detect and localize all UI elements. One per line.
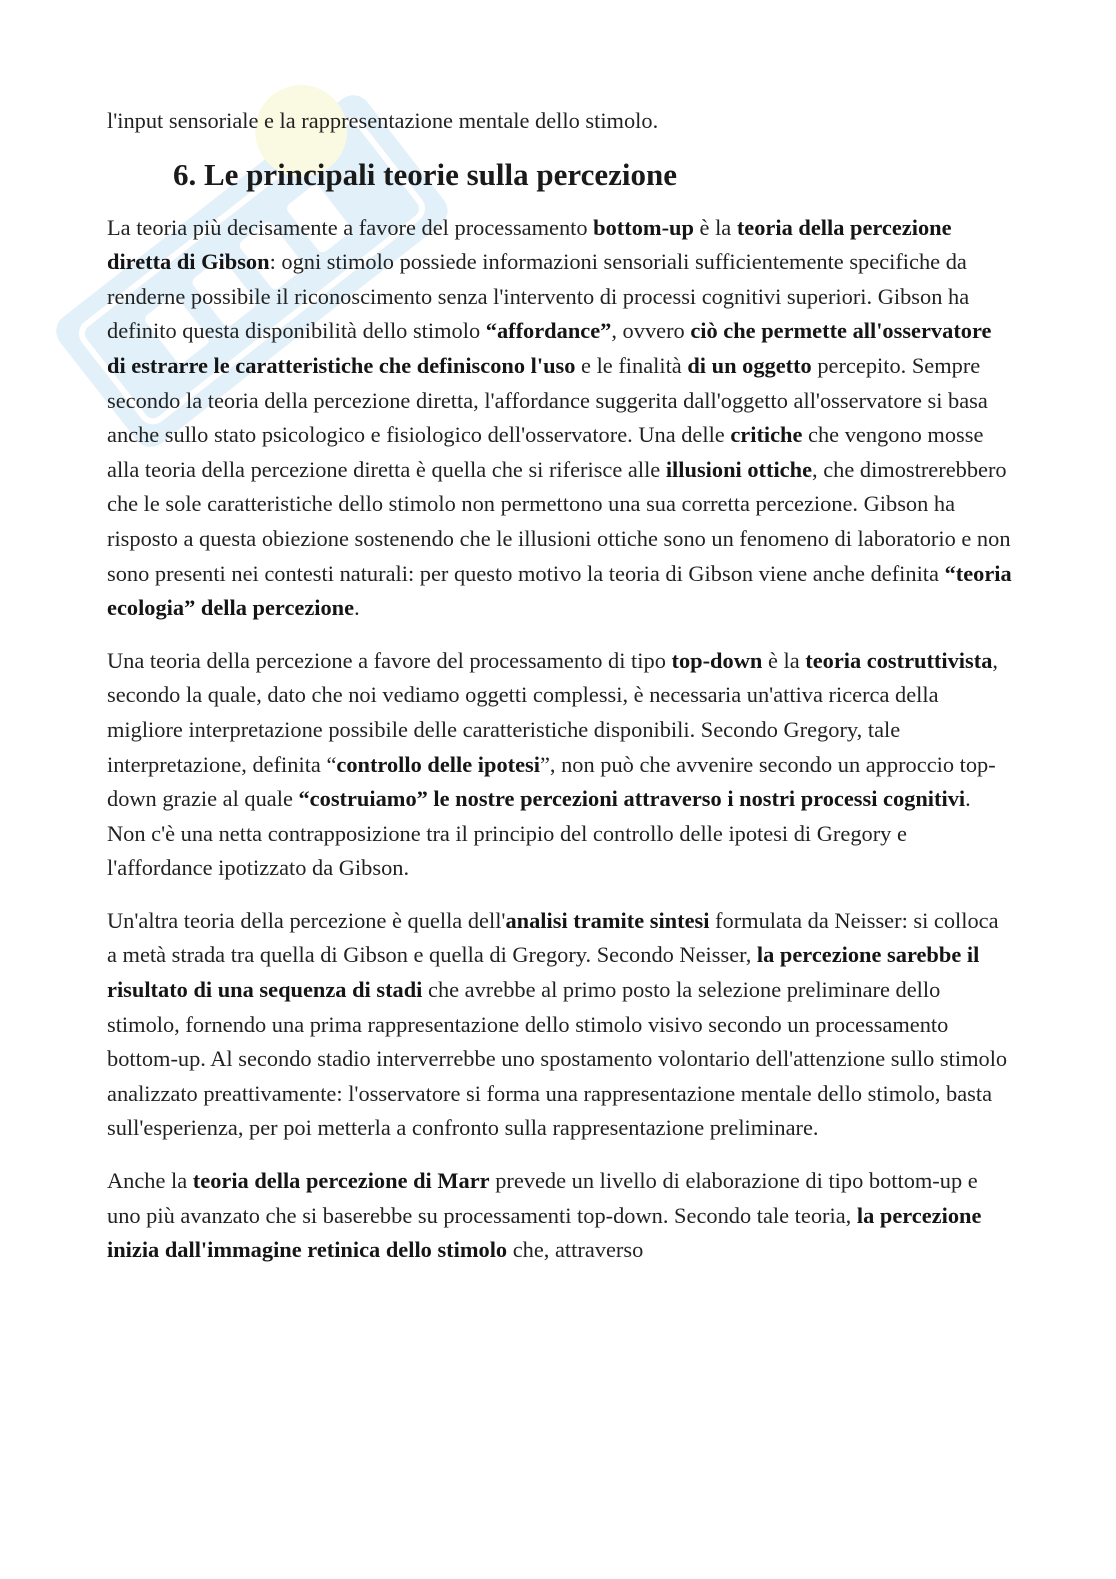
paragraph-marr <box>107 1164 1012 1268</box>
paragraph-gibson <box>107 211 1012 626</box>
paragraph-costruttivista <box>107 644 1012 886</box>
text-run: che vengono mosse alla teoria della percezione diretta è quella che si riferisce alle <box>107 422 984 482</box>
bold-run: “affordance” <box>485 318 612 344</box>
text-run: , che dimostrerebbero che le sole caratteristiche dello stimolo non permettono una sua corretta percezione. Gibson ha risposto a questa obiezione sostenendo che le illusioni ottiche sono un fenomeno di laboratorio e non sono presenti nei contesti naturali: per questo motivo la teoria di Gibson viene anche definita <box>107 456 1011 586</box>
section-heading: 6. Le principali teorie sulla percezione <box>173 156 677 192</box>
bold-run: di un oggetto <box>687 352 812 378</box>
bold-run: la percezione sarebbe il risultato di una sequenza di stadi <box>107 942 980 1003</box>
text-run: : ogni stimolo possiede informazioni sensoriali sufficientemente specifiche da renderne possibile il riconoscimento senza l'intervento di processi cognitivi superiori. Gibson ha definito questa disponibilità dello stimolo <box>107 249 970 344</box>
bold-run: “costruiamo” le nostre percezioni attraverso i nostri processi cognitivi <box>298 786 966 812</box>
paragraph-neisser <box>107 904 1012 1146</box>
bold-run: teoria della percezione diretta di Gibson <box>107 214 952 275</box>
text-run: formulata da Neisser: si colloca a metà strada tra quella di Gibson e quella di Gregory. Secondo Neisser, <box>107 907 999 968</box>
bold-run: controllo delle ipotesi <box>336 751 540 777</box>
text-run: Anche la <box>107 1168 193 1194</box>
bold-run: teoria della percezione di Marr <box>192 1168 490 1194</box>
bold-run: illusioni ottiche <box>665 456 813 482</box>
text-run: percepito. Sempre secondo la teoria della percezione diretta, l'affordance suggerita dall'oggetto all'osservatore si basa anche sullo stato psicologico e fisiologico dell'osservatore. Una delle <box>107 352 988 448</box>
bold-run: critiche <box>730 422 803 448</box>
bold-run: teoria costruttivista <box>805 647 993 673</box>
text-run: e le finalità <box>575 352 688 378</box>
text-run: Una teoria della percezione a favore del processamento di tipo <box>107 647 672 673</box>
bold-run: la percezione inizia dall'immagine retinica dello stimolo <box>107 1202 982 1263</box>
text-run: che, attraverso <box>507 1237 644 1263</box>
text-run: Un'altra teoria della percezione è quella dell' <box>107 907 506 933</box>
bold-run: analisi tramite sintesi <box>505 907 710 933</box>
document-page <box>107 104 1012 1286</box>
text-run: , secondo la quale, dato che noi vediamo oggetti complessi, è necessaria un'attiva ricerca della migliore interpretazione possibile delle caratteristiche disponibili. Secondo Gregory, tale interpretazione, definita “ <box>107 647 998 777</box>
text-run: . <box>354 595 360 621</box>
bold-run: “teoria ecologia” della percezione <box>107 560 1012 621</box>
bold-run: bottom-up <box>593 214 694 240</box>
text-run: ”, non può che avvenire secondo un approccio top-down grazie al quale <box>107 751 996 812</box>
text-run: è la <box>762 647 806 673</box>
text-run: . Non c'è una netta contrapposizione tra il principio del controllo delle ipotesi di Gregory e l'affordance ipotizzato da Gibson. <box>107 786 971 881</box>
text-run: è la <box>693 214 737 240</box>
bold-run: ciò che permette all'osservatore di estrarre le caratteristiche che definiscono l'uso <box>107 318 992 378</box>
text-run: prevede un livello di elaborazione di tipo bottom-up e uno più avanzato che si baserebbe su processamenti top-down. Secondo tale teoria, <box>107 1168 978 1228</box>
text-run: , ovvero <box>611 318 691 344</box>
text-run: La teoria più decisamente a favore del processamento <box>107 214 594 240</box>
text-run: che avrebbe al primo posto la selezione preliminare dello stimolo, fornendo una prima rappresentazione dello stimolo visivo secondo un processamento bottom-up. Al secondo stadio interverrebbe uno spostamento volontario dell'attenzione sullo stimolo analizzato preattivamente: l'osservatore si forma una rappresentazione mentale dello stimolo, basta sull'esperienza, per poi metterla a confronto sulla rappresentazione preliminare. <box>107 977 1008 1141</box>
bold-run: top-down <box>671 647 763 673</box>
lead-line: l'input sensoriale e la rappresentazione mentale dello stimolo. <box>107 108 659 133</box>
